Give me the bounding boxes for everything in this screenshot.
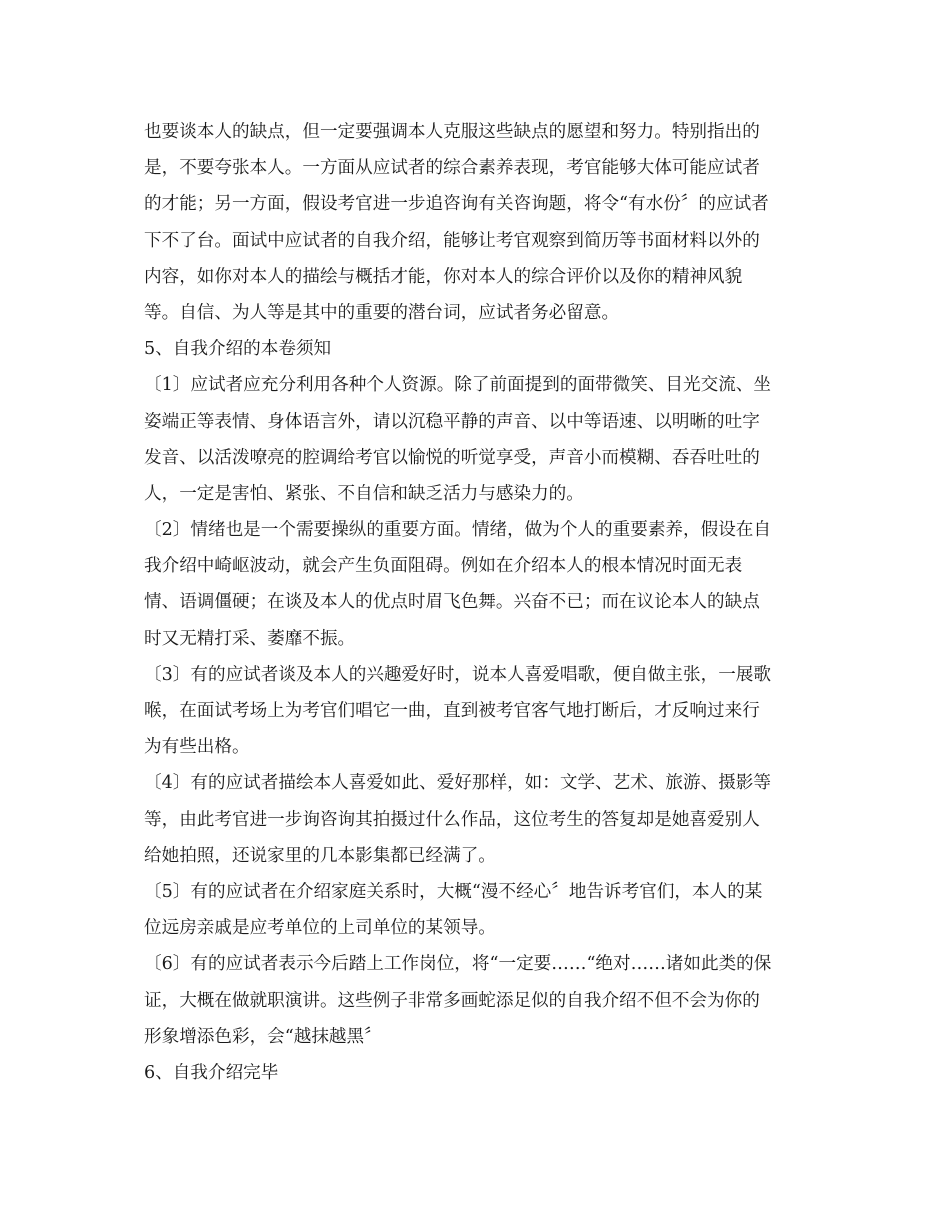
text-line-14: 情、语调僵硬；在谈及本人的优点时眉飞色舞。兴奋不已；而在议论本人的缺点 [144, 592, 760, 613]
text-line-1: 也要谈本人的缺点，但一定要强调本人克服这些缺点的愿望和努力。特别指出的 [144, 122, 760, 142]
text-line-6: 等。自信、为人等是其中的重要的潜台词，应试者务必留意。 [144, 302, 620, 323]
text-line-21: 给她拍照，还说家里的几本影集都已经满了。 [144, 845, 496, 866]
text-line-11: 人，一定是害怕、紧张、不自信和缺乏活力与感染力的。 [144, 483, 584, 504]
text-line-12: 〔2〕情绪也是一个需要操纵的重要方面。情绪，做为个人的重要素养，假设在自 [144, 520, 771, 541]
text-line-4: 下不了台。面试中应试者的自我介绍，能够让考官观察到简历等书面材料以外的 [144, 230, 760, 251]
text-line-18: 为有些出格。 [144, 737, 250, 758]
text-line-23: 位远房亲戚是应考单位的上司单位的某领导。 [144, 918, 496, 939]
text-line-25: 证，大概在做就职演讲。这些例子非常多画蛇添足似的自我介绍不但不会为你的 [144, 990, 760, 1011]
section-heading-5: 5、自我介绍的本卷须知 [144, 339, 332, 360]
text-line-10: 发音、以活泼嘹亮的腔调给考官以愉悦的听觉享受，声音小而模糊、吞吞吐吐的 [144, 447, 760, 468]
text-line-26: 形象增添色彩，会“越抹越黑〞 [144, 1026, 382, 1047]
text-line-24: 〔6〕有的应试者表示今后踏上工作岗位，将“一定要……“绝对……诸如此类的保 [144, 954, 772, 975]
text-line-8: 〔1〕应试者应充分利用各种个人资源。除了前面提到的面带微笑、目光交流、坐 [144, 375, 771, 396]
text-line-17: 喉，在面试考场上为考官们唱它一曲，直到被考官客气地打断后，才反响过来行 [144, 701, 760, 721]
text-line-13: 我介绍中崎岖波动，就会产生负面阻碍。例如在介绍本人的根本情况时面无表 [144, 556, 743, 577]
document-body [144, 114, 812, 1091]
text-line-2: 是，不要夸张本人。一方面从应试者的综合素养表现，考官能够大体可能应试者 [144, 158, 760, 179]
text-line-19: 〔4〕有的应试者描绘本人喜爱如此、爱好那样，如：文学、艺术、旅游、摄影等 [144, 773, 771, 794]
text-line-9: 姿端正等表情、身体语言外，请以沉稳平静的声音、以中等语速、以明晰的吐字 [144, 411, 760, 432]
text-line-3: 的才能；另一方面，假设考官进一步追咨询有关咨询题，将令“有水份〞的应试者 [144, 194, 769, 215]
text-line-22: 〔5〕有的应试者在介绍家庭关系时，大概“漫不经心〞地告诉考官们，本人的某 [144, 881, 763, 902]
text-line-15: 时又无精打采、萎靡不振。 [144, 628, 356, 649]
text-line-20: 等，由此考官进一步询咨询其拍摄过什么作品，这位考生的答复却是她喜爱别人 [144, 809, 760, 830]
text-line-16: 〔3〕有的应试者谈及本人的兴趣爱好时，说本人喜爱唱歌，便自做主张，一展歌 [144, 664, 771, 685]
section-heading-6: 6、自我介绍完毕 [144, 1062, 279, 1083]
text-line-5: 内容，如你对本人的描绘与概括才能，你对本人的综合评价以及你的精神风貌 [144, 266, 743, 287]
